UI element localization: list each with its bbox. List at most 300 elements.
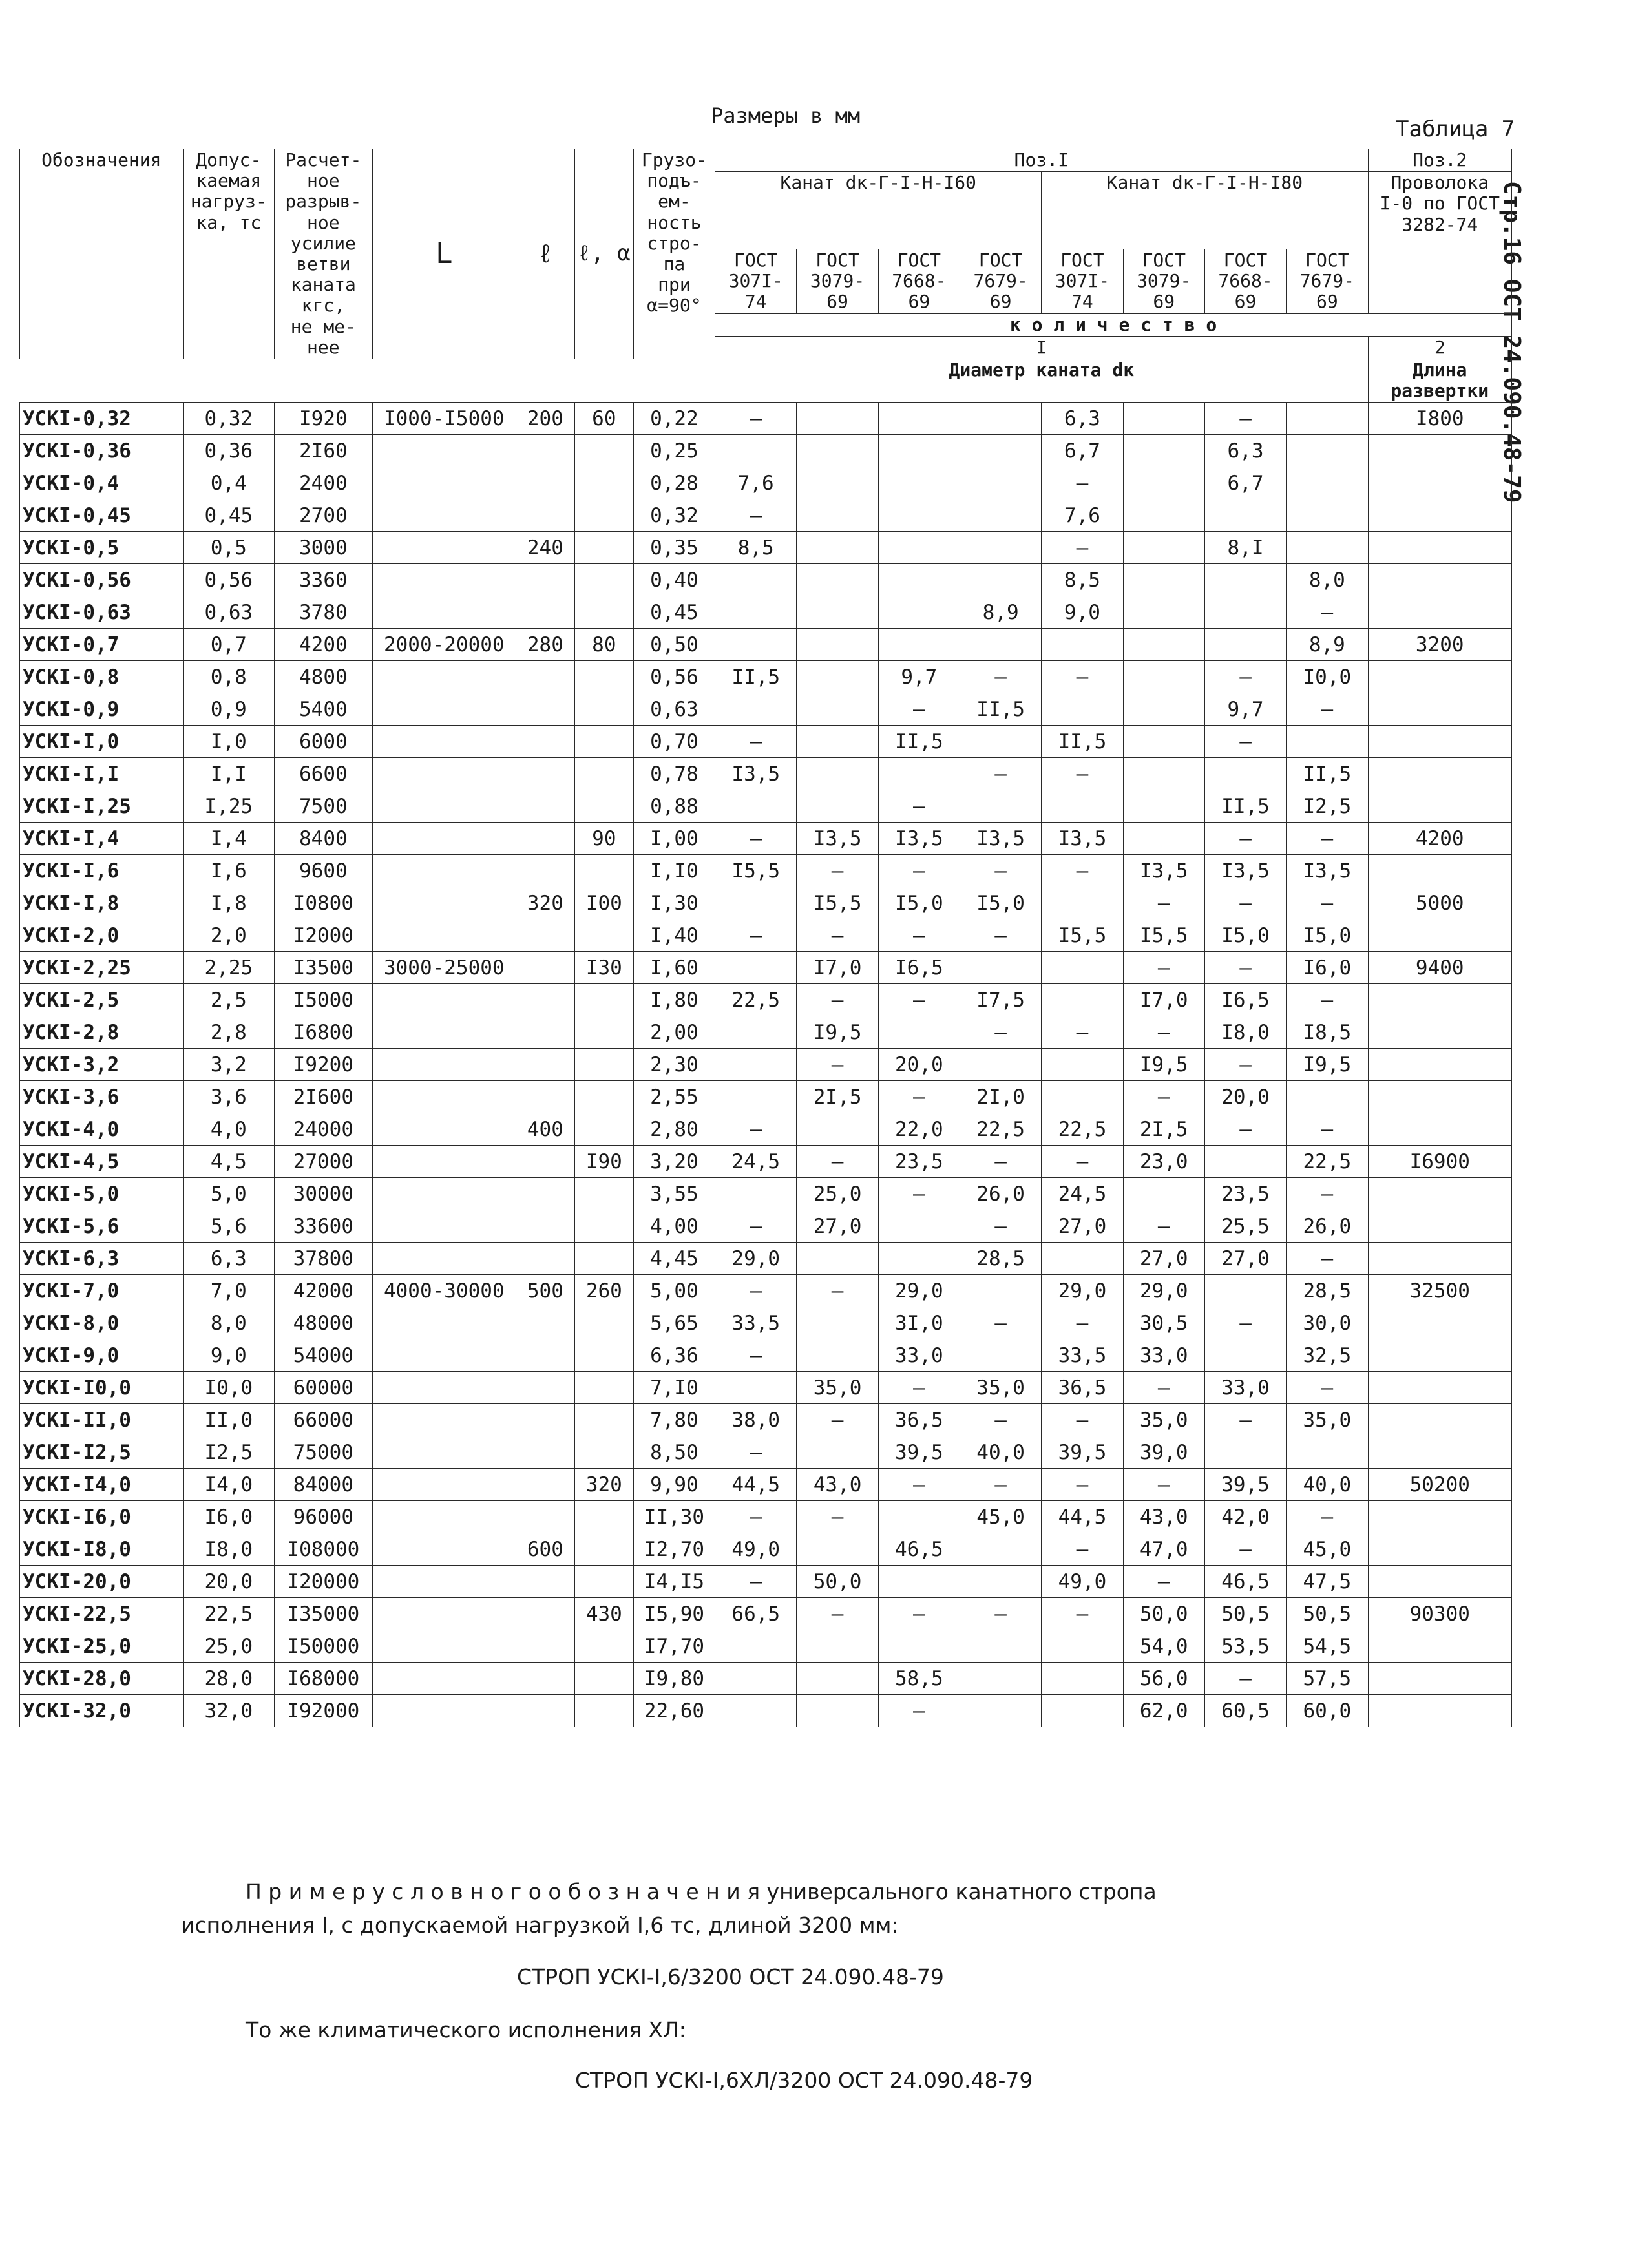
capacity-cell: 0,35 [633, 532, 715, 564]
table-row [20, 887, 1512, 919]
l-cell [516, 1081, 574, 1113]
diameter-cell: I7,0 [797, 952, 878, 984]
diameter-cell [960, 1049, 1041, 1081]
load-cell: 0,8 [183, 661, 274, 693]
side-note: Стр.16 ОСТ 24.090.48-79 [1498, 181, 1525, 503]
diameter-cell [1123, 758, 1204, 790]
dev-length-cell [1368, 1566, 1511, 1598]
diameter-cell [797, 1307, 878, 1339]
diameter-cell [1042, 1630, 1123, 1663]
diameter-cell: – [1123, 952, 1204, 984]
l-alpha-cell [574, 1307, 633, 1339]
l-alpha-cell [574, 1566, 633, 1598]
diameter-cell: 32,5 [1287, 1339, 1368, 1372]
designation-cell: УСКI-9,0 [20, 1339, 184, 1372]
diameter-cell [960, 726, 1041, 758]
header-gost: ГОСТ 7668-69 [878, 249, 960, 313]
diameter-cell: 43,0 [1123, 1501, 1204, 1533]
l-cell [516, 1630, 574, 1663]
force-cell: 37800 [275, 1243, 373, 1275]
diameter-cell [715, 1630, 797, 1663]
l-cell [516, 1566, 574, 1598]
designation-cell: УСКI-0,56 [20, 564, 184, 596]
diameter-cell [797, 1663, 878, 1695]
diameter-cell [1042, 629, 1123, 661]
dev-length-cell [1368, 1533, 1511, 1566]
diameter-cell: 9,7 [878, 661, 960, 693]
l-alpha-cell [574, 1081, 633, 1113]
diameter-cell: – [1287, 1501, 1368, 1533]
header-pos2: Поз.2 [1368, 149, 1511, 172]
diameter-cell: 29,0 [1123, 1275, 1204, 1307]
designation-cell: УСКI-I8,0 [20, 1533, 184, 1566]
diameter-cell: 8,9 [960, 596, 1041, 629]
l-cell: 500 [516, 1275, 574, 1307]
diameter-cell: 27,0 [1042, 1210, 1123, 1243]
diameter-cell: – [878, 1372, 960, 1404]
diameter-cell: 50,5 [1204, 1598, 1286, 1630]
force-cell: 42000 [275, 1275, 373, 1307]
diameter-cell [797, 596, 878, 629]
l-cell [516, 1307, 574, 1339]
force-cell: I92000 [275, 1695, 373, 1727]
diameter-cell: – [960, 1016, 1041, 1049]
diameter-cell [797, 1243, 878, 1275]
designation-cell: УСКI-20,0 [20, 1566, 184, 1598]
diameter-cell: 35,0 [1287, 1404, 1368, 1436]
capacity-cell: 0,25 [633, 435, 715, 467]
diameter-cell: 6,7 [1204, 467, 1286, 499]
l-alpha-cell [574, 1695, 633, 1727]
table-row [20, 855, 1512, 887]
table-row [20, 1598, 1512, 1630]
capacity-cell: I,I0 [633, 855, 715, 887]
header-designation: Обозначения [20, 149, 184, 359]
dev-length-cell [1368, 1113, 1511, 1146]
force-cell: I3500 [275, 952, 373, 984]
L-cell [372, 1630, 516, 1663]
l-alpha-cell [574, 532, 633, 564]
diameter-cell: – [1204, 1113, 1286, 1146]
diameter-cell: – [878, 1598, 960, 1630]
designation-cell: УСКI-I,8 [20, 887, 184, 919]
l-alpha-cell: 430 [574, 1598, 633, 1630]
l-alpha-cell [574, 1113, 633, 1146]
header-wire: Проволока I-0 по ГОСТ 3282-74 [1368, 172, 1511, 313]
diameter-cell [1204, 1275, 1286, 1307]
load-cell: I,6 [183, 855, 274, 887]
diameter-cell [1123, 499, 1204, 532]
diameter-cell: – [715, 403, 797, 435]
capacity-cell: 0,40 [633, 564, 715, 596]
diameter-cell: 50,0 [797, 1566, 878, 1598]
diameter-cell: 29,0 [715, 1243, 797, 1275]
header-permissible-load: Допус- каемая нагруз- ка, тс [183, 149, 274, 359]
table-row [20, 1436, 1512, 1469]
dev-length-cell [1368, 1016, 1511, 1049]
dev-length-cell [1368, 564, 1511, 596]
force-cell: 60000 [275, 1372, 373, 1404]
diameter-cell: 45,0 [960, 1501, 1041, 1533]
force-cell: 75000 [275, 1436, 373, 1469]
force-cell: 2700 [275, 499, 373, 532]
diameter-cell: – [960, 661, 1041, 693]
dev-length-cell: 9400 [1368, 952, 1511, 984]
capacity-cell: 9,90 [633, 1469, 715, 1501]
designation-cell: УСКI-0,4 [20, 467, 184, 499]
table-row [20, 1016, 1512, 1049]
diameter-cell [797, 629, 878, 661]
diameter-cell: – [878, 1469, 960, 1501]
diameter-cell: – [960, 1307, 1041, 1339]
diameter-cell: 2I,5 [1123, 1113, 1204, 1146]
L-cell [372, 1178, 516, 1210]
dev-length-cell [1368, 1307, 1511, 1339]
diameter-cell [878, 1501, 960, 1533]
l-alpha-cell [574, 1339, 633, 1372]
diameter-cell [797, 1630, 878, 1663]
diameter-cell [1287, 532, 1368, 564]
diameter-cell [797, 403, 878, 435]
l-alpha-cell [574, 1210, 633, 1243]
header-capacity: Грузо- подъ- ем- ность стро- па при α=90° [633, 149, 715, 359]
diameter-cell: – [1287, 823, 1368, 855]
force-cell: 30000 [275, 1178, 373, 1210]
diameter-cell [960, 1339, 1041, 1372]
diameter-cell: 46,5 [1204, 1566, 1286, 1598]
diameter-cell [878, 403, 960, 435]
load-cell: 32,0 [183, 1695, 274, 1727]
capacity-cell: 4,45 [633, 1243, 715, 1275]
capacity-cell: 0,88 [633, 790, 715, 823]
L-cell [372, 1533, 516, 1566]
diameter-cell [1042, 693, 1123, 726]
load-cell: 0,32 [183, 403, 274, 435]
l-alpha-cell [574, 661, 633, 693]
diameter-cell: 9,0 [1042, 596, 1123, 629]
diameter-cell: – [797, 1501, 878, 1533]
designation-cell: УСКI-25,0 [20, 1630, 184, 1663]
l-cell [516, 564, 574, 596]
L-cell [372, 532, 516, 564]
diameter-cell: 20,0 [1204, 1081, 1286, 1113]
L-cell [372, 919, 516, 952]
L-cell [372, 661, 516, 693]
diameter-cell: 8,5 [715, 532, 797, 564]
L-cell [372, 790, 516, 823]
dev-length-cell [1368, 467, 1511, 499]
designation-cell: УСКI-0,8 [20, 661, 184, 693]
diameter-cell [1123, 467, 1204, 499]
l-cell [516, 435, 574, 467]
capacity-cell: 6,36 [633, 1339, 715, 1372]
capacity-cell: 0,70 [633, 726, 715, 758]
diameter-cell [960, 499, 1041, 532]
diameter-cell: – [1287, 984, 1368, 1016]
diameter-cell: 38,0 [715, 1404, 797, 1436]
diameter-cell [960, 790, 1041, 823]
designation-cell: УСКI-I4,0 [20, 1469, 184, 1501]
diameter-cell: 33,0 [1204, 1372, 1286, 1404]
table-row [20, 693, 1512, 726]
L-cell: 3000-25000 [372, 952, 516, 984]
designation-cell: УСКI-I,6 [20, 855, 184, 887]
table-row [20, 1630, 1512, 1663]
table-row [20, 726, 1512, 758]
dev-length-cell [1368, 532, 1511, 564]
l-alpha-cell [574, 1630, 633, 1663]
diameter-cell: – [1287, 1113, 1368, 1146]
diameter-cell: 35,0 [960, 1372, 1041, 1404]
L-cell [372, 1695, 516, 1727]
capacity-cell: 0,63 [633, 693, 715, 726]
load-cell: I,25 [183, 790, 274, 823]
diameter-cell: 26,0 [960, 1178, 1041, 1210]
diameter-cell [1204, 758, 1286, 790]
load-cell: I,0 [183, 726, 274, 758]
diameter-cell [797, 1339, 878, 1372]
diameter-cell [878, 758, 960, 790]
L-cell: I000-I5000 [372, 403, 516, 435]
dev-length-cell [1368, 1630, 1511, 1663]
dev-length-cell [1368, 499, 1511, 532]
l-cell [516, 726, 574, 758]
load-cell: 8,0 [183, 1307, 274, 1339]
capacity-cell: 5,65 [633, 1307, 715, 1339]
diameter-cell: 6,3 [1042, 403, 1123, 435]
diameter-cell [797, 564, 878, 596]
diameter-cell: – [878, 855, 960, 887]
diameter-cell: – [715, 1113, 797, 1146]
diameter-cell: I3,5 [878, 823, 960, 855]
load-cell: I4,0 [183, 1469, 274, 1501]
diameter-cell [960, 435, 1041, 467]
diameter-cell [878, 1210, 960, 1243]
diameter-cell [715, 790, 797, 823]
load-cell: I,4 [183, 823, 274, 855]
l-alpha-cell [574, 1501, 633, 1533]
designation-cell: УСКI-28,0 [20, 1663, 184, 1695]
force-cell: 6600 [275, 758, 373, 790]
l-alpha-cell [574, 1243, 633, 1275]
diameter-cell [1287, 726, 1368, 758]
diameter-cell: 28,5 [960, 1243, 1041, 1275]
diameter-cell: 7,6 [715, 467, 797, 499]
header-gost: ГОСТ 3079-69 [797, 249, 878, 313]
diameter-cell [878, 435, 960, 467]
diameter-cell: – [797, 1275, 878, 1307]
diameter-cell [1287, 435, 1368, 467]
table-number: Таблица 7 [1396, 116, 1515, 142]
diameter-cell: 60,5 [1204, 1695, 1286, 1727]
diameter-cell: 39,5 [878, 1436, 960, 1469]
diameter-cell: II,5 [878, 726, 960, 758]
diameter-cell: – [1287, 1243, 1368, 1275]
example-heading: П р и м е р у с л о в н о г о о б о з н а ч е н и я универсального канатного стропа [246, 1879, 1157, 1904]
l-cell [516, 499, 574, 532]
diameter-cell: 35,0 [797, 1372, 878, 1404]
l-alpha-cell [574, 758, 633, 790]
dev-length-cell [1368, 855, 1511, 887]
capacity-cell: 7,I0 [633, 1372, 715, 1404]
l-cell: 280 [516, 629, 574, 661]
diameter-cell [1123, 403, 1204, 435]
l-cell [516, 1178, 574, 1210]
diameter-cell: 22,5 [715, 984, 797, 1016]
diameter-cell: – [715, 1436, 797, 1469]
capacity-cell: 0,22 [633, 403, 715, 435]
diameter-cell: I3,5 [1123, 855, 1204, 887]
diameter-cell: 30,5 [1123, 1307, 1204, 1339]
diameter-cell: 8,I [1204, 532, 1286, 564]
load-cell: I,8 [183, 887, 274, 919]
diameter-cell: I8,5 [1287, 1016, 1368, 1049]
diameter-cell [715, 1663, 797, 1695]
l-cell [516, 1663, 574, 1695]
l-alpha-cell [574, 435, 633, 467]
diameter-cell [878, 1566, 960, 1598]
diameter-cell: – [960, 919, 1041, 952]
l-cell [516, 1372, 574, 1404]
diameter-cell: – [878, 919, 960, 952]
L-cell [372, 1436, 516, 1469]
header-dev-length: Длина развертки [1368, 359, 1511, 402]
table-row [20, 1566, 1512, 1598]
diameter-cell: – [1123, 1566, 1204, 1598]
load-cell: 0,36 [183, 435, 274, 467]
diameter-cell [878, 596, 960, 629]
L-cell [372, 984, 516, 1016]
l-alpha-cell [574, 596, 633, 629]
sling-table [19, 149, 1512, 1727]
table-row [20, 1307, 1512, 1339]
diameter-cell [960, 1695, 1041, 1727]
L-cell [372, 1598, 516, 1630]
diameter-cell: – [1204, 887, 1286, 919]
designation-cell: УСКI-0,5 [20, 532, 184, 564]
diameter-cell: 29,0 [878, 1275, 960, 1307]
diameter-cell [960, 564, 1041, 596]
L-cell [372, 1210, 516, 1243]
load-cell: 9,0 [183, 1339, 274, 1372]
diameter-cell: II,5 [960, 693, 1041, 726]
diameter-cell: 20,0 [878, 1049, 960, 1081]
diameter-cell: 6,3 [1204, 435, 1286, 467]
diameter-cell [960, 1566, 1041, 1598]
diameter-cell: I3,5 [1042, 823, 1123, 855]
load-cell: 0,9 [183, 693, 274, 726]
diameter-cell [797, 435, 878, 467]
dev-length-cell [1368, 661, 1511, 693]
dev-length-cell: I800 [1368, 403, 1511, 435]
load-cell: 0,63 [183, 596, 274, 629]
L-cell [372, 564, 516, 596]
table-row [20, 661, 1512, 693]
climate-heading: То же климатического исполнения ХЛ: [246, 2017, 686, 2042]
load-cell: 0,4 [183, 467, 274, 499]
diameter-cell: II,5 [1204, 790, 1286, 823]
diameter-cell [797, 1695, 878, 1727]
diameter-cell: – [1204, 1663, 1286, 1695]
table-row [20, 532, 1512, 564]
capacity-cell: 22,60 [633, 1695, 715, 1727]
diameter-cell [797, 1436, 878, 1469]
designation-cell: УСКI-2,0 [20, 919, 184, 952]
diameter-cell: – [1204, 1533, 1286, 1566]
diameter-cell [715, 435, 797, 467]
example-text: исполнения I, с допускаемой нагрузкой I,6 тс, длиной 3200 мм: [181, 1913, 899, 1938]
diameter-cell: 27,0 [1204, 1243, 1286, 1275]
dev-length-cell: 4200 [1368, 823, 1511, 855]
force-cell: I0800 [275, 887, 373, 919]
diameter-cell: – [1042, 855, 1123, 887]
dev-length-cell [1368, 1663, 1511, 1695]
designation-cell: УСКI-22,5 [20, 1598, 184, 1630]
l-alpha-cell [574, 693, 633, 726]
diameter-cell [1123, 726, 1204, 758]
diameter-cell [797, 661, 878, 693]
diameter-cell [878, 499, 960, 532]
designation-cell: УСКI-2,8 [20, 1016, 184, 1049]
load-cell: 25,0 [183, 1630, 274, 1663]
l-alpha-cell: 320 [574, 1469, 633, 1501]
l-cell [516, 1469, 574, 1501]
diameter-cell: 7,6 [1042, 499, 1123, 532]
diameter-cell: – [878, 984, 960, 1016]
diameter-cell: 39,0 [1123, 1436, 1204, 1469]
capacity-cell: 2,00 [633, 1016, 715, 1049]
diameter-cell: – [1042, 532, 1123, 564]
diameter-cell: 22,5 [960, 1113, 1041, 1146]
diameter-cell: 42,0 [1204, 1501, 1286, 1533]
capacity-cell: I,30 [633, 887, 715, 919]
l-alpha-cell: 60 [574, 403, 633, 435]
diameter-cell: – [1287, 1178, 1368, 1210]
l-cell [516, 467, 574, 499]
diameter-cell: – [1042, 758, 1123, 790]
header-gost: ГОСТ 3079-69 [1123, 249, 1204, 313]
diameter-cell: – [960, 1210, 1041, 1243]
diameter-cell: 29,0 [1042, 1275, 1123, 1307]
diameter-cell: – [1042, 661, 1123, 693]
dev-length-cell: 5000 [1368, 887, 1511, 919]
header-rope-180: Канат dк-Г-I-Н-I80 [1042, 172, 1368, 249]
diameter-cell: – [797, 1146, 878, 1178]
diameter-cell: 23,0 [1123, 1146, 1204, 1178]
diameter-cell [715, 1178, 797, 1210]
force-cell: 9600 [275, 855, 373, 887]
header-pos1: Поз.I [715, 149, 1368, 172]
diameter-cell [960, 1533, 1041, 1566]
diameter-cell: II,5 [715, 661, 797, 693]
diameter-cell: – [1287, 596, 1368, 629]
load-cell: I6,0 [183, 1501, 274, 1533]
diameter-cell: – [1123, 1016, 1204, 1049]
table-row [20, 1501, 1512, 1533]
dev-length-cell [1368, 726, 1511, 758]
diameter-cell: I5,5 [1042, 919, 1123, 952]
diameter-cell: – [1204, 1307, 1286, 1339]
force-cell: I6800 [275, 1016, 373, 1049]
diameter-cell: – [1204, 952, 1286, 984]
diameter-cell: – [1204, 661, 1286, 693]
diameter-cell: – [878, 1081, 960, 1113]
L-cell [372, 726, 516, 758]
diameter-cell [1287, 403, 1368, 435]
load-cell: 0,45 [183, 499, 274, 532]
diameter-cell [1204, 564, 1286, 596]
diameter-cell: I3,5 [1287, 855, 1368, 887]
